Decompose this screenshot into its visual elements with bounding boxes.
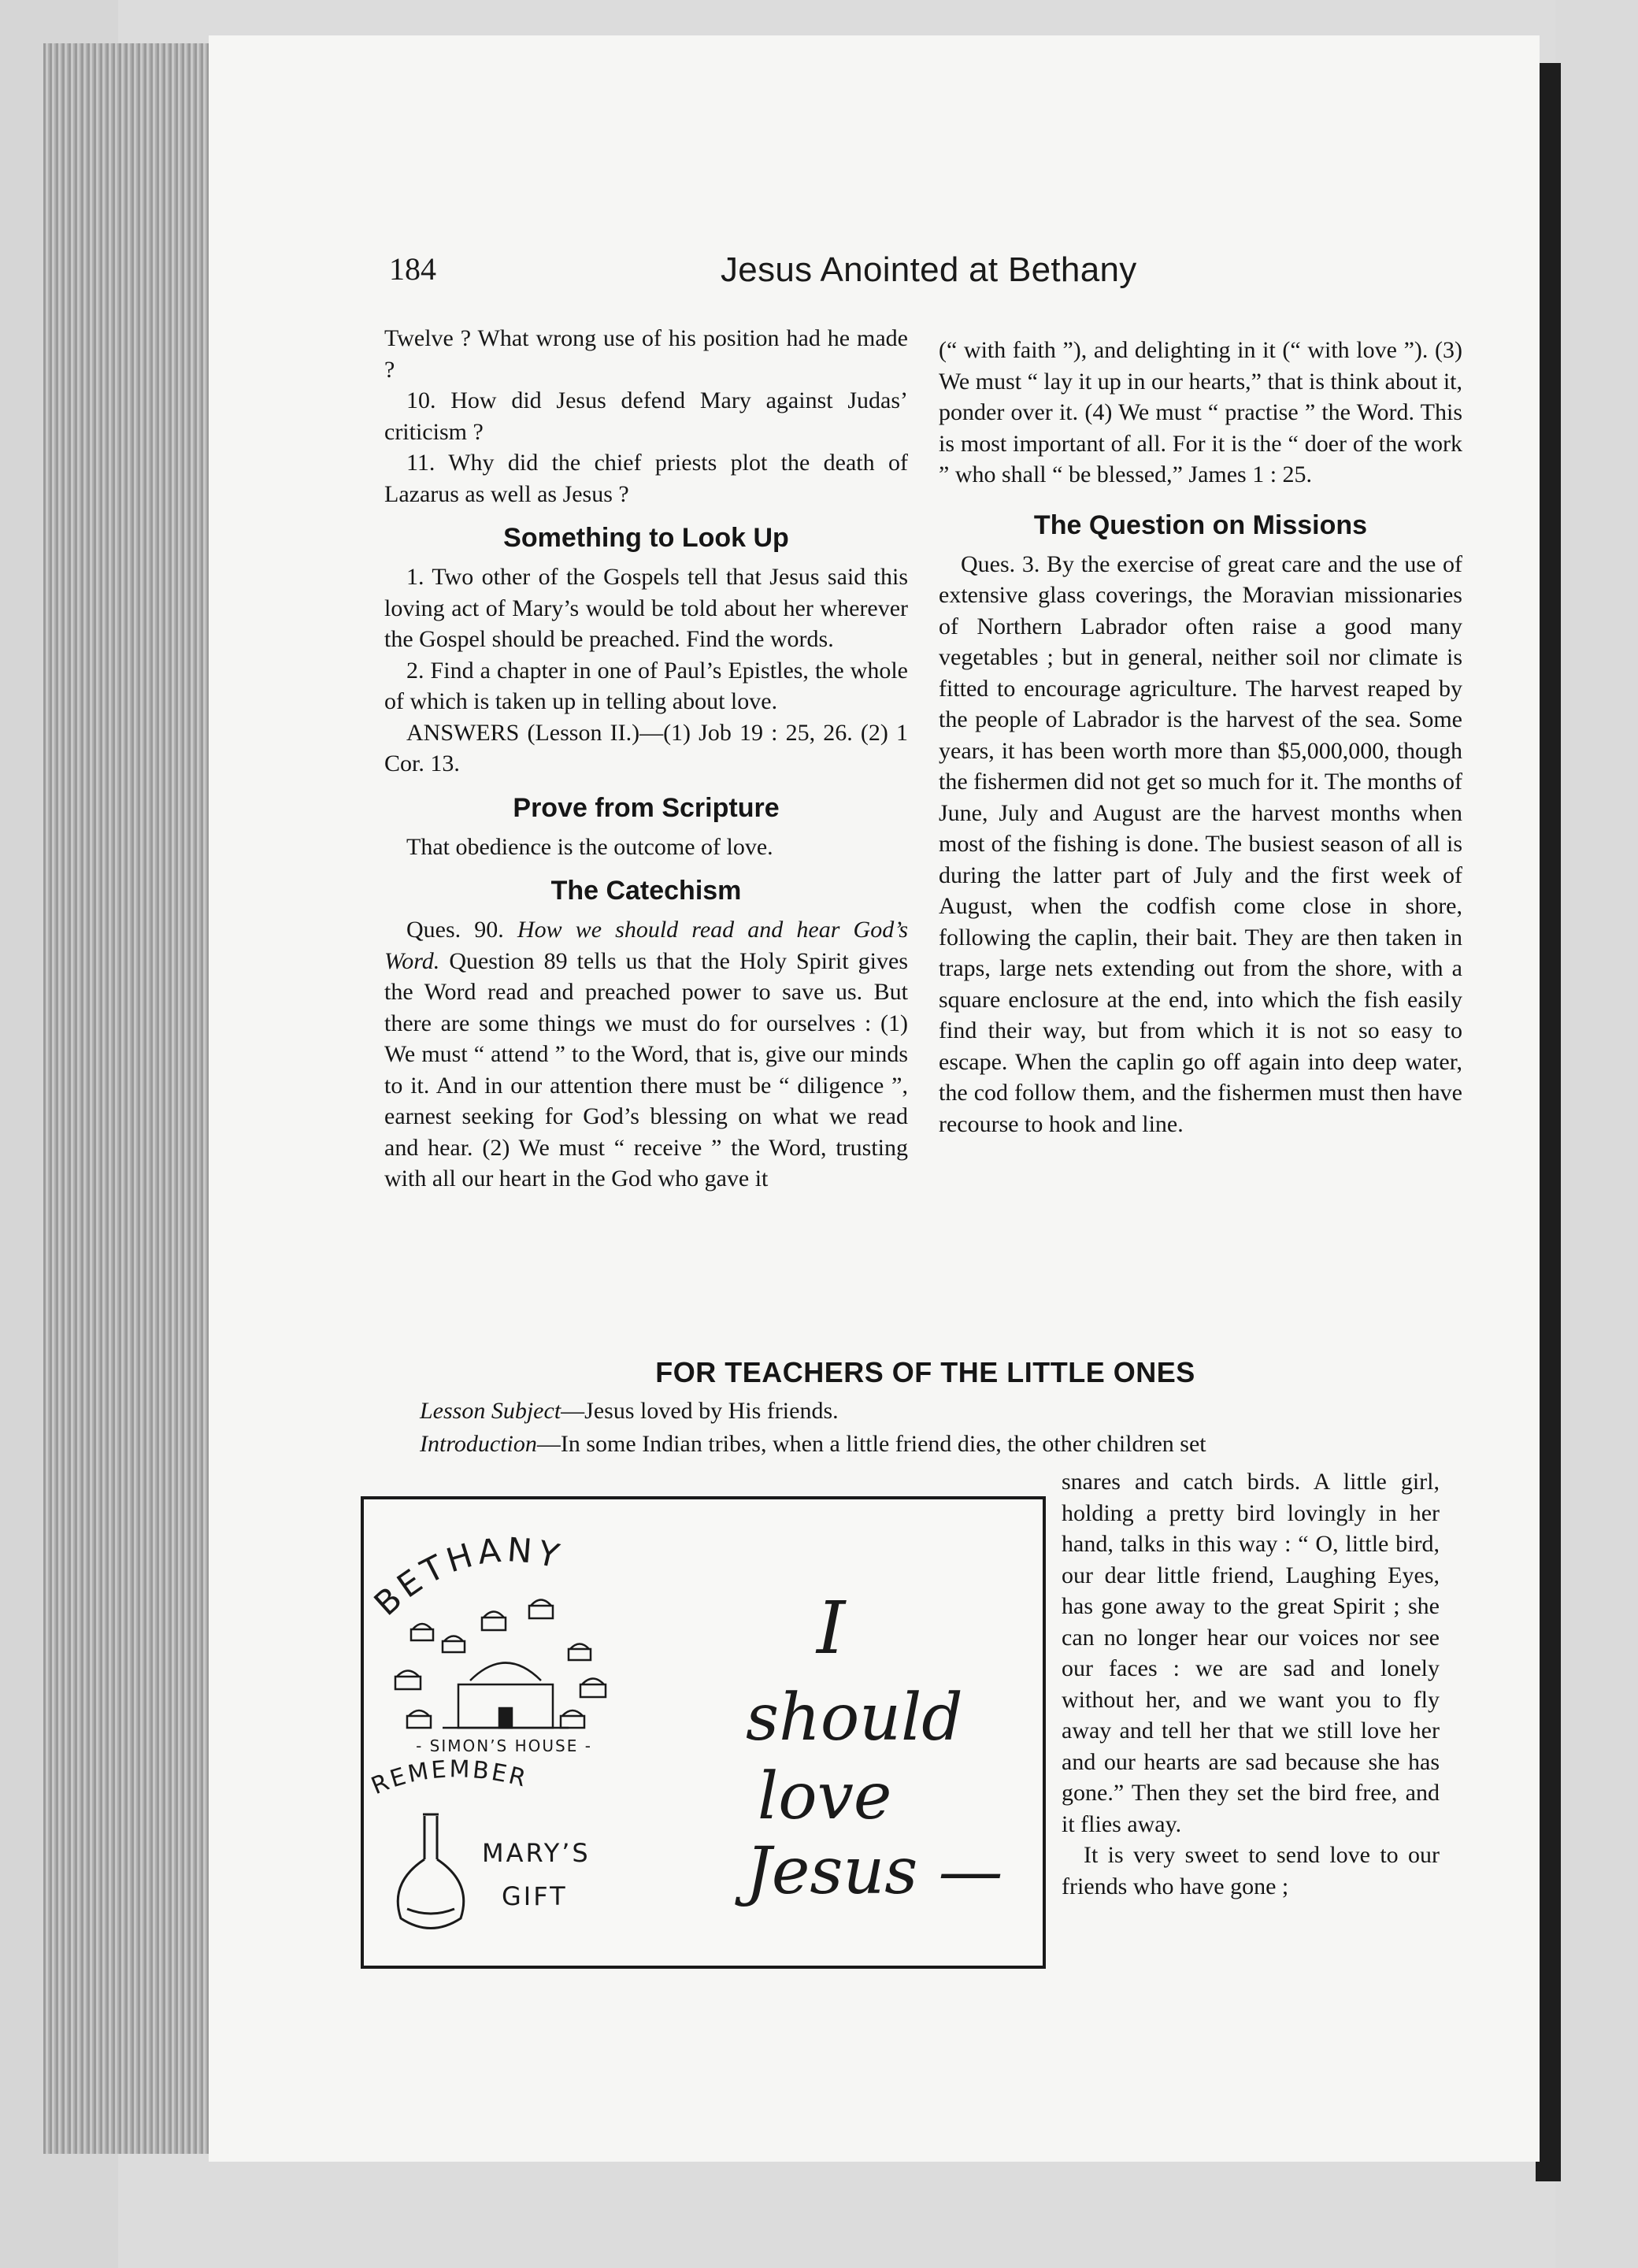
catechism-lead: Ques. 90. — [406, 917, 504, 943]
book-page-edges — [43, 43, 213, 2154]
introduction-continued — [1062, 1466, 1440, 1902]
look-up-heading: Something to Look Up — [503, 523, 789, 553]
missions-text: Ques. 3. By the exercise of great care and the use of extensive glass coverings, the Moravian missionaries of Northern Labrador often raise a good many vegetables ; but in general, neither soil nor climate is fitted to encourage agriculture. The harvest reaped by the people of Labrador is the harvest of the sea. Some years, it has been worth more than $5,000,000, though the fishermen did not get so much for it. The months of June, July and August are the harvest months when most of the fishing is done. The busiest season of all is during the latter part of July and the first week of August, when the codfish come close in shore, following the caplin, their bait. They are then taken in traps, large nets extending out from the shore, with a square enclosure at the end, into which the fish easily find their way, but from which it is not so easy to escape. When the caplin go off again into deep water, the cod follow them, and the fishermen must then have recourse to hook and line. — [939, 550, 1462, 1137]
look-up-item-1: 1. Two other of the Gospels tell that Jesus said this loving act of Mary’s would be told about her wherever the Gospel should be preached. Find the words. — [384, 564, 908, 652]
lesson-subject — [382, 1395, 1441, 1427]
gift-label: GIFT — [502, 1881, 568, 1911]
script-line-1: I — [817, 1586, 846, 1670]
introduction-text-rest: snares and catch birds. A little girl, holding a pretty bird lovingly in her hand, talks in this way : “ O, little bird, our dear little friend, Laughing Eyes, has gone away to the great Spirit ; she can no longer hear our voices nor see our faces : we are sad and lonely without her, and we want you to fly away and tell her that we still love her and our hearts are sad because she has gone.” Then they set the bird free, and it flies away. — [1062, 1469, 1440, 1837]
question-11: 11. Why did the chief priests plot the death of Lazarus as well as Jesus ? — [384, 450, 908, 507]
marys-label: MARY’S — [482, 1838, 591, 1868]
answers: ANSWERS (Lesson II.)—(1) Job 19 : 25, 26. (2) 1 Cor. 13. — [384, 719, 908, 776]
catechism-text: Question 89 tells us that the Holy Spirit gives the Word read and preached power to save us. But there are some things we must do for ourselves : (1) We must “ attend ” to the Word, that is, give our minds to it. And in our attention there must be “ diligence ”, earnest seeking for God’s blessing on what we read and hear. (2) We must “ receive ” the Word, trusting with all our heart in the God who gave it — [384, 947, 909, 1191]
look-up-item-2: 2. Find a chapter in one of Paul’s Epistles, the whole of which is taken up in telling about love. — [384, 657, 908, 714]
lesson-subject-text: —Jesus loved by His friends. — [561, 1398, 839, 1424]
introduction-label: Introduction — [420, 1431, 537, 1457]
script-line-4: Jesus — — [746, 1834, 1003, 1909]
right-column — [939, 335, 1462, 1140]
remember-label: REMEMBER — [367, 1755, 531, 1801]
prove-text: That obedience is the outcome of love. — [406, 833, 773, 860]
simons-house-label: - SIMON’S HOUSE - — [416, 1736, 592, 1755]
illustration-drawing — [364, 1499, 1043, 1966]
closing-text: It is very sweet to send love to our friends who have gone ; — [1062, 1842, 1440, 1899]
scan-background-right — [1555, 0, 1638, 2268]
script-line-2: should — [746, 1681, 963, 1755]
village-houses-icon — [395, 1600, 606, 1729]
alabaster-vase-icon — [398, 1814, 464, 1929]
catechism-paragraph — [384, 914, 908, 1195]
page-number: 184 — [389, 251, 436, 287]
bethany-illustration — [361, 1496, 1046, 1969]
introduction-first-line — [382, 1429, 1441, 1460]
lesson-subject-label: Lesson Subject — [420, 1398, 561, 1424]
catechism-continuation: (“ with faith ”), and delighting in it (“ with love ”). (3) We must “ lay it up in our hearts,” that is think about it, ponder over it. (4) We must “ practise ” the Word. This is most important of all. For it is the “ doer of the work ” who shall “ be blessed,” James 1 : 25. — [939, 337, 1462, 487]
teachers-heading: FOR TEACHERS OF THE LITTLE ONES — [655, 1356, 1195, 1388]
bethany-label: BETHANY — [366, 1530, 568, 1624]
catechism-question-title: How we should read and hear God’s Word. — [384, 917, 908, 974]
script-line-3: love — [758, 1759, 892, 1834]
introduction-text-first: —In some Indian tribes, when a little friend dies, the other children set — [536, 1431, 1206, 1457]
prove-heading: Prove from Scripture — [513, 792, 780, 823]
script-message — [735, 1586, 1002, 1909]
question-10: 10. How did Jesus defend Mary against Judas’ criticism ? — [384, 387, 908, 445]
catechism-heading: The Catechism — [550, 876, 742, 906]
left-column — [384, 323, 908, 1195]
running-head: Jesus Anointed at Bethany — [721, 250, 1137, 289]
missions-heading: The Question on Missions — [1033, 510, 1368, 540]
question-continuation: Twelve ? What wrong use of his position had he made ? — [384, 325, 908, 383]
